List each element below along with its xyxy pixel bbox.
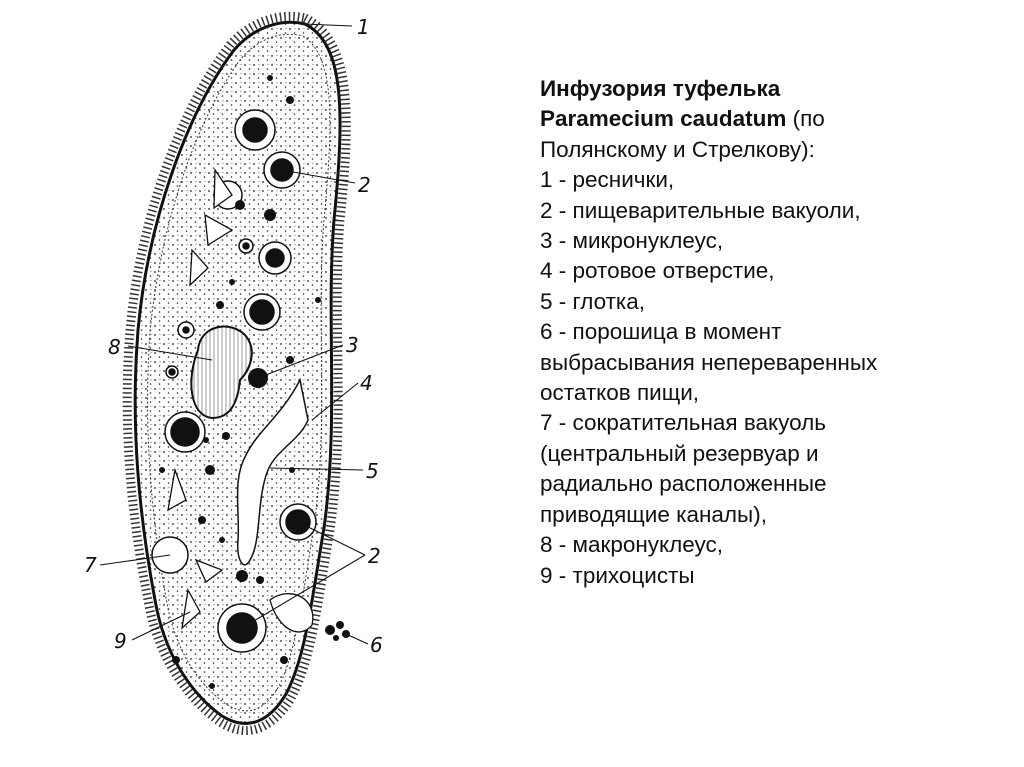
caption-item: выбрасывания непереваренных: [540, 349, 878, 375]
caption-item: 5 - глотка,: [540, 288, 646, 314]
label-3: 3: [346, 333, 359, 357]
label-6: 6: [370, 633, 383, 657]
label-9: 9: [114, 629, 127, 653]
caption-item: (центральный резервуар и: [540, 440, 819, 466]
caption-item: 9 - трихоцисты: [540, 562, 695, 588]
caption-item: 8 - макронуклеус,: [540, 532, 724, 558]
caption-item: 2 - пищеварительные вакуоли,: [540, 197, 861, 223]
caption-latin-rest: (по: [786, 106, 825, 132]
label-4: 4: [360, 371, 373, 395]
label-7: 7: [84, 553, 97, 577]
caption-item: 1 - реснички,: [540, 167, 675, 193]
caption-item: 3 - микронуклеус,: [540, 228, 724, 254]
cytoproct: [325, 621, 350, 641]
caption-item: 6 - порошица в момент: [540, 319, 782, 345]
label-1: 1: [357, 15, 370, 39]
label-8: 8: [108, 335, 121, 359]
label-2-top: 2: [358, 173, 371, 197]
caption-item: остатков пищи,: [540, 380, 700, 406]
caption-latin-name: Paramecium caudatum: [540, 106, 787, 132]
caption-item: 4 - ротовое отверстие,: [540, 258, 775, 284]
caption-item: радиально расположенные: [540, 471, 827, 497]
caption-title: Инфузория туфелька: [540, 76, 781, 101]
label-2-bottom: 2: [368, 544, 381, 568]
caption-item: приводящие каналы),: [540, 501, 767, 527]
label-5: 5: [366, 459, 379, 483]
figure-caption: [540, 74, 1010, 591]
caption-latin-line: [540, 104, 1010, 134]
caption-source: Полянскому и Стрелкову):: [540, 136, 815, 162]
caption-item: 7 - сократительная вакуоль: [540, 410, 826, 436]
